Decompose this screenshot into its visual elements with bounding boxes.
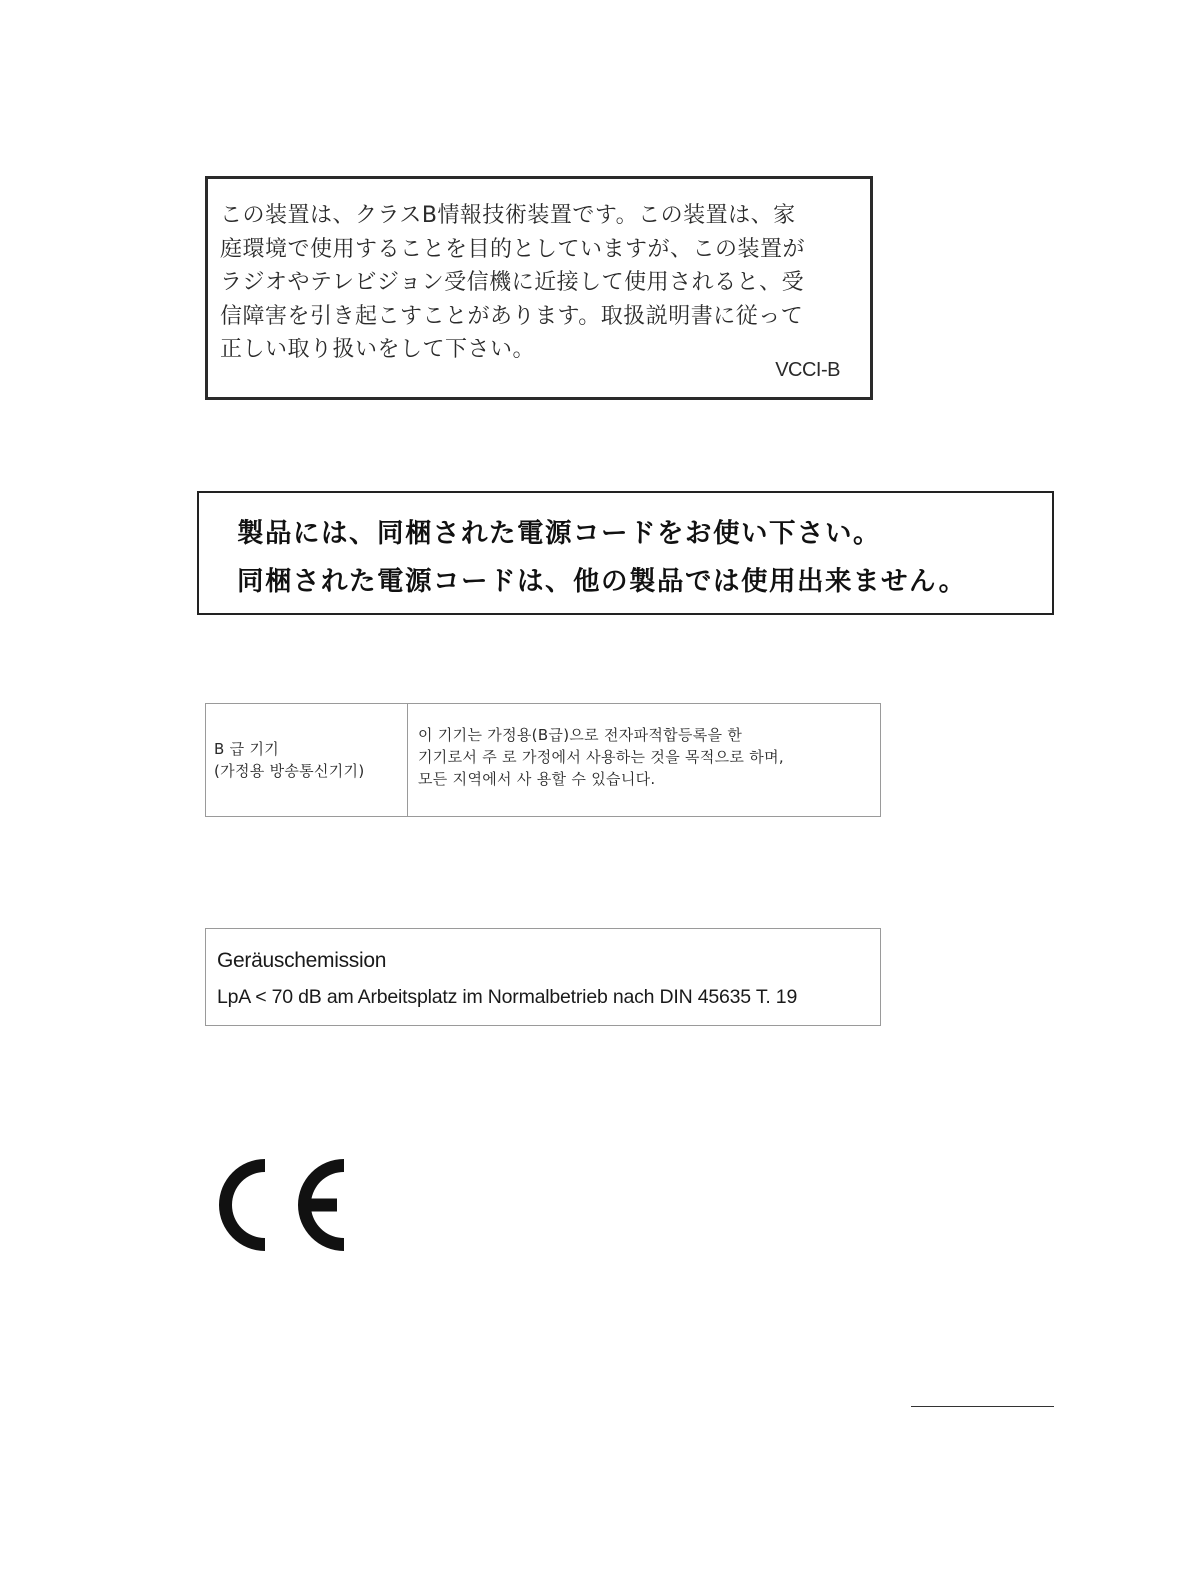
korea-description-line: 모든 지역에서 사 용할 수 있습니다. bbox=[418, 770, 656, 788]
power-cord-line: 製品には、同梱された電源コードをお使い下さい。 bbox=[237, 518, 881, 549]
vcci-line: 信障害を引き起こすことがあります。取扱説明書に従って bbox=[220, 303, 804, 329]
vcci-notice-text bbox=[220, 199, 860, 367]
korea-description-line: 이 기기는 가정용(B급)으로 전자파적합등록을 한 bbox=[418, 726, 743, 744]
vcci-line: ラジオやテレビジョン受信機に近接して使用されると、受 bbox=[220, 270, 805, 295]
noise-emission-text: LpA < 70 dB am Arbeitsplatz im Normalbetrieb nach DIN 45635 T. 19 bbox=[217, 986, 798, 1008]
korea-class-cell bbox=[206, 704, 408, 816]
vcci-label: VCCI-B bbox=[775, 359, 840, 381]
noise-emission-title: Geräuschemission bbox=[217, 949, 387, 972]
korea-class-label: B 급 기기 bbox=[214, 740, 280, 758]
korea-description-cell bbox=[408, 704, 880, 816]
vcci-notice-box bbox=[205, 176, 873, 400]
power-cord-notice-box bbox=[197, 491, 1054, 615]
power-cord-line: 同梱された電源コードは、他の製品では使用出来ません。 bbox=[237, 566, 967, 597]
vcci-line: 庭環境で使用することを目的としていますが、この装置が bbox=[220, 236, 806, 262]
korea-notice-table bbox=[205, 703, 881, 817]
vcci-line: 正しい取り扱いをして下さい。 bbox=[220, 337, 536, 362]
korea-description-line: 기기로서 주 로 가정에서 사용하는 것을 목적으로 하며, bbox=[418, 748, 784, 766]
ce-mark-icon bbox=[213, 1155, 345, 1255]
noise-emission-box bbox=[205, 928, 881, 1026]
footer-rule bbox=[911, 1406, 1054, 1407]
korea-class-sub: (가정용 방송통신기기) bbox=[214, 762, 365, 780]
vcci-line: この装置は、クラスB情報技術装置です。この装置は、家 bbox=[220, 203, 796, 228]
